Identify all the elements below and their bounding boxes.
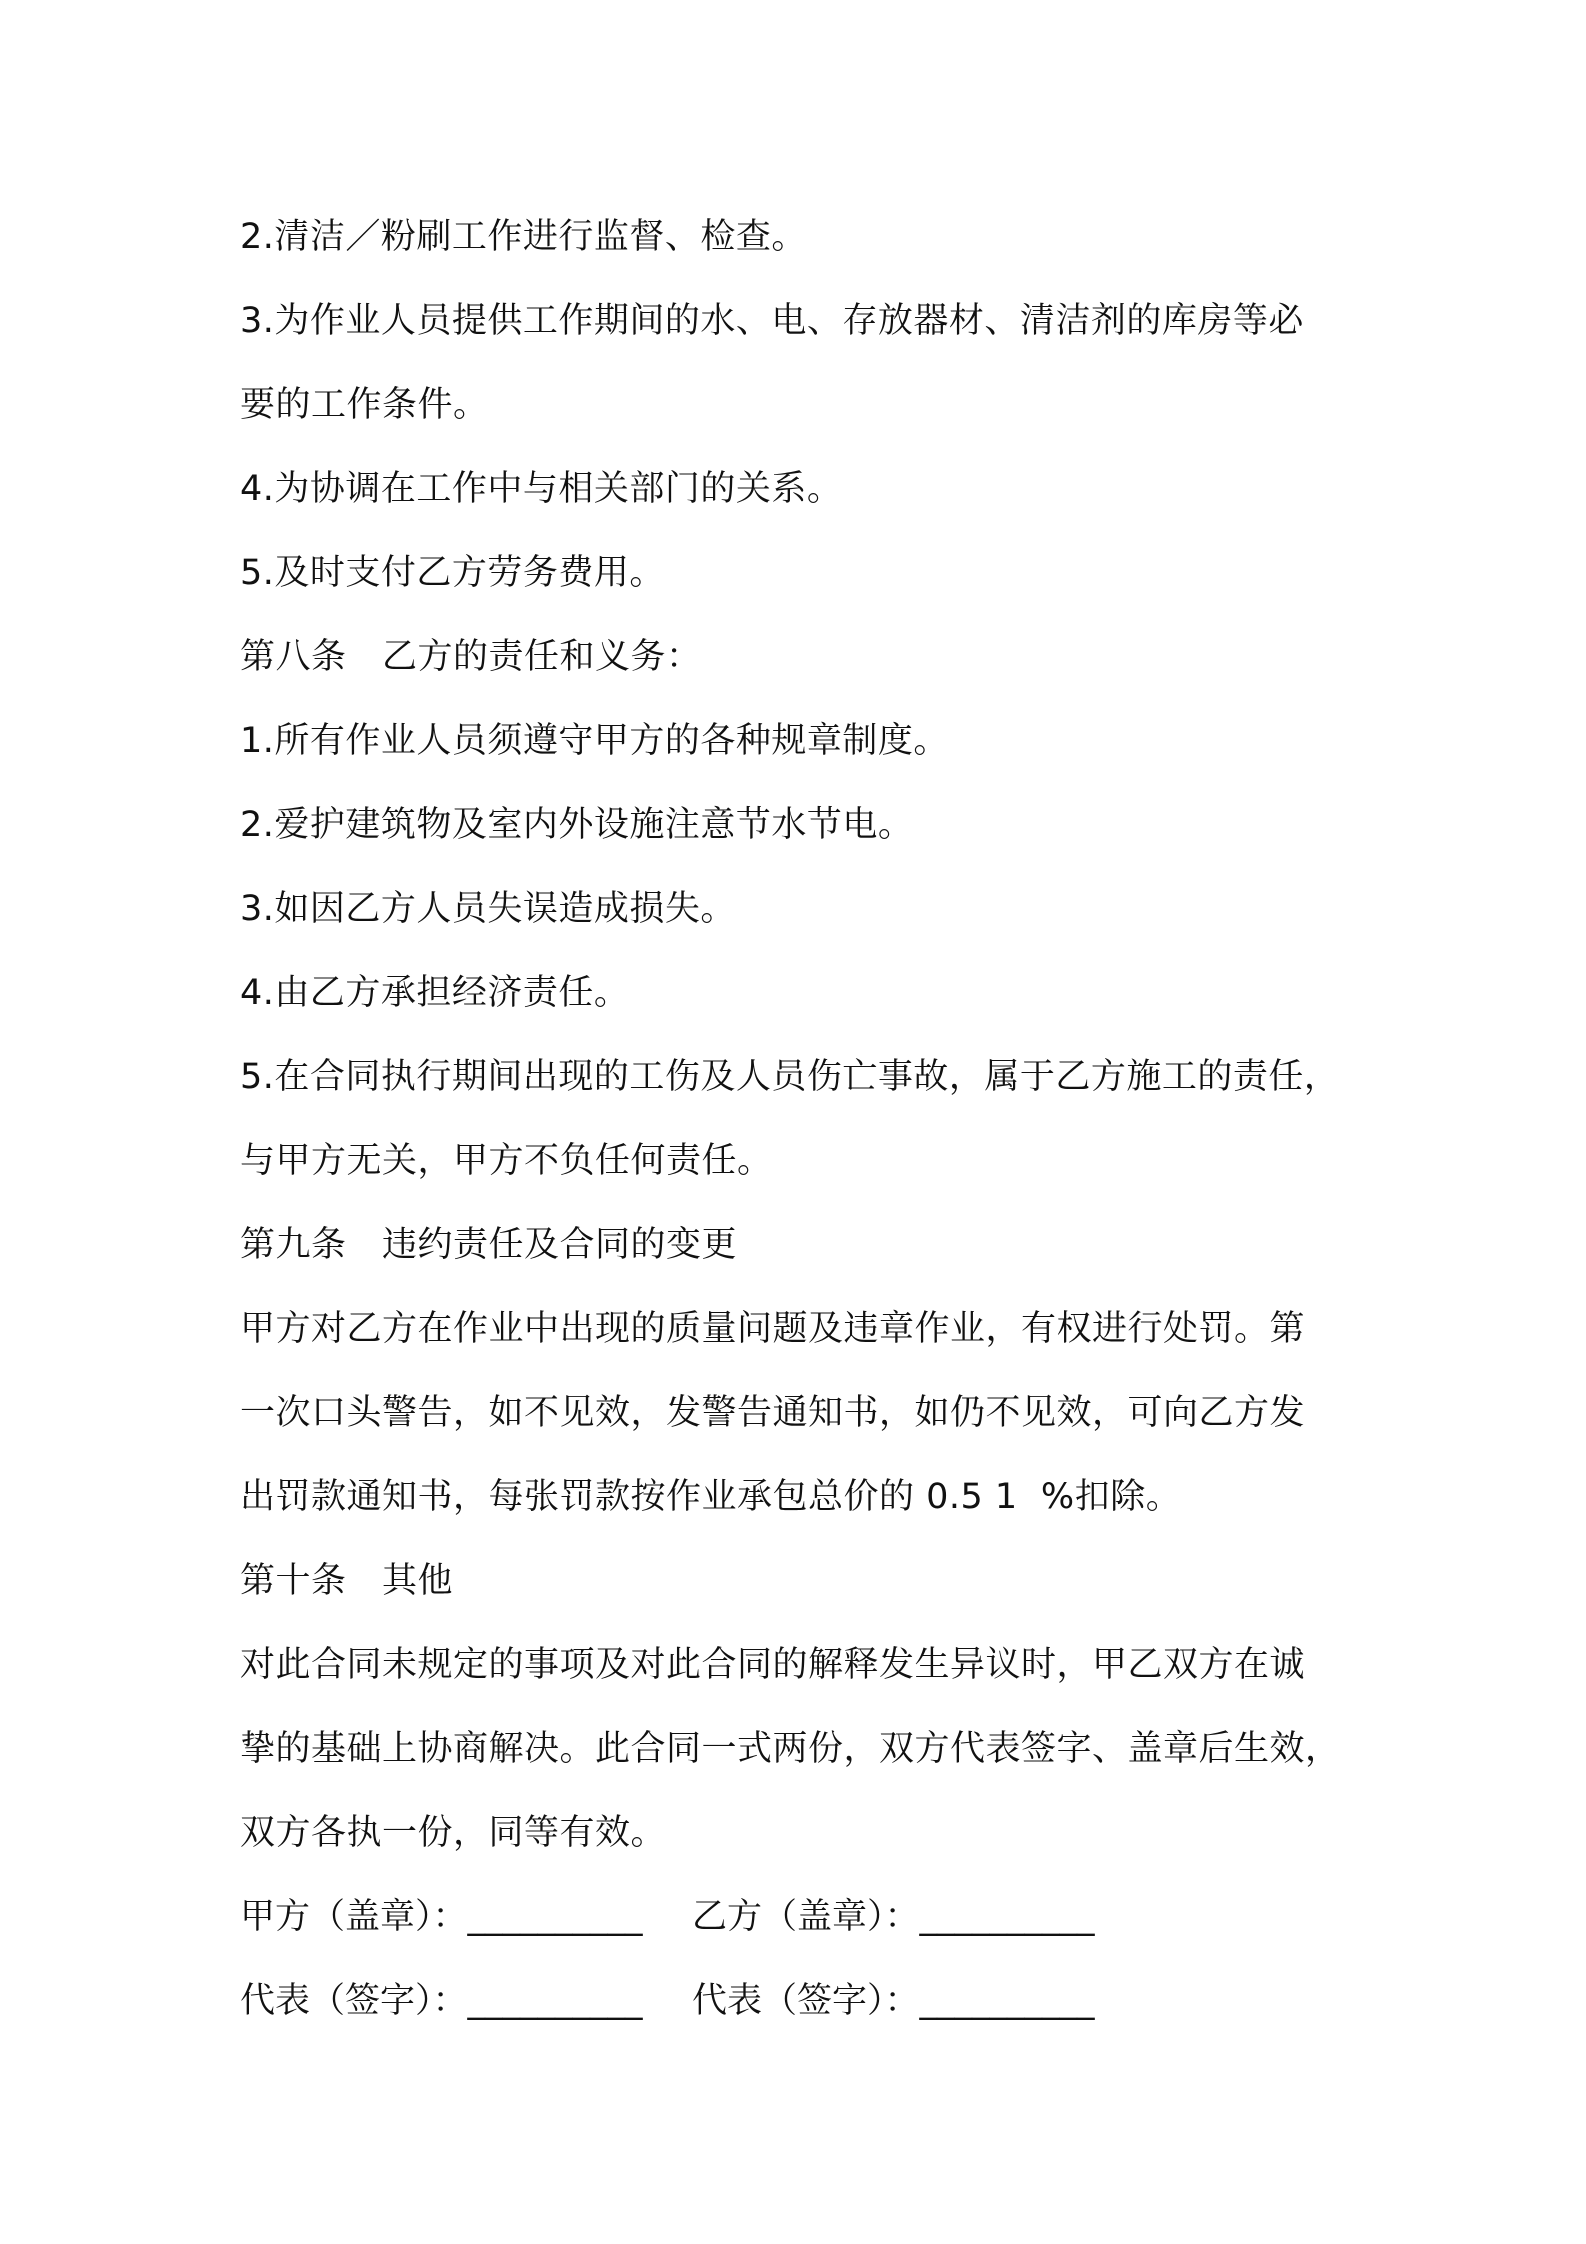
party-a-representative-field: 代表（签字）：__________ bbox=[240, 1981, 643, 2021]
clause-line-18: 对此合同未规定的事项及对此合同的解释发生异议时，甲乙双方在诚 bbox=[240, 1645, 1306, 1685]
signature-row-seal bbox=[240, 1875, 1370, 1959]
clause-line-19: 挚的基础上协商解决。此合同一式两份，双方代表签字、盖章后生效， bbox=[240, 1729, 1341, 1769]
clause-line-2: 3.为作业人员提供工作期间的水、电、存放器材、清洁剂的库房等必 bbox=[240, 301, 1304, 341]
clause-line-8: 2.爱护建筑物及室内外设施注意节水节电。 bbox=[240, 805, 914, 845]
article-8-heading: 第八条 乙方的责任和义务： bbox=[240, 637, 702, 677]
signature-row-sign bbox=[240, 1959, 1370, 2043]
clause-line-1: 2.清洁／粉刷工作进行监督、检查。 bbox=[240, 217, 807, 257]
clause-line-15: 一次口头警告，如不见效，发警告通知书，如仍不见效，可向乙方发 bbox=[240, 1393, 1306, 1433]
clause-line-14: 甲方对乙方在作业中出现的质量问题及违章作业，有权进行处罚。第 bbox=[240, 1309, 1306, 1349]
contract-text bbox=[240, 195, 1370, 2043]
clause-line-16: 出罚款通知书，每张罚款按作业承包总价的 0.5 1 %扣除。 bbox=[240, 1477, 1182, 1517]
clause-line-4: 4.为协调在工作中与相关部门的关系。 bbox=[240, 469, 843, 509]
party-b-seal-field: 乙方（盖章）：__________ bbox=[692, 1897, 1095, 1937]
article-10-heading: 第十条 其他 bbox=[240, 1561, 454, 1601]
clause-line-20: 双方各执一份，同等有效。 bbox=[240, 1813, 667, 1853]
clause-line-11: 5.在合同执行期间出现的工伤及人员伤亡事故，属于乙方施工的责任， bbox=[240, 1057, 1340, 1097]
article-9-heading: 第九条 违约责任及合同的变更 bbox=[240, 1225, 738, 1265]
clause-line-3: 要的工作条件。 bbox=[240, 385, 489, 425]
clause-line-7: 1.所有作业人员须遵守甲方的各种规章制度。 bbox=[240, 721, 949, 761]
clause-line-10: 4.由乙方承担经济责任。 bbox=[240, 973, 630, 1013]
clause-line-5: 5.及时支付乙方劳务费用。 bbox=[240, 553, 665, 593]
clause-line-9: 3.如因乙方人员失误造成损失。 bbox=[240, 889, 736, 929]
party-a-seal-field: 甲方（盖章）：__________ bbox=[240, 1897, 643, 1937]
party-b-representative-field: 代表（签字）：__________ bbox=[692, 1981, 1095, 2021]
clause-line-12: 与甲方无关，甲方不负任何责任。 bbox=[240, 1141, 773, 1181]
